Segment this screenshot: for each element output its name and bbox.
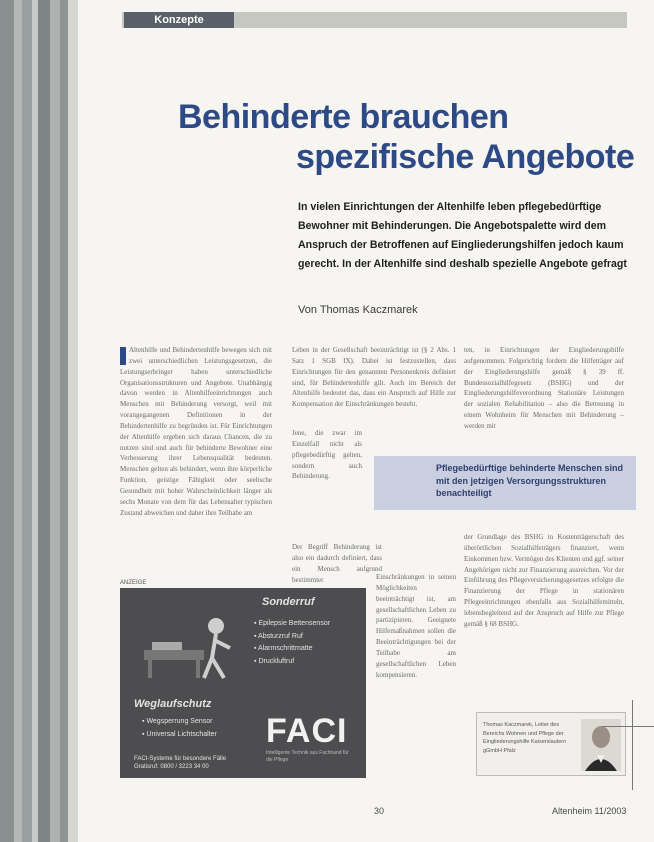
faci-logo: FACI xyxy=(266,712,348,750)
advertisement xyxy=(120,588,366,778)
ad-contact: FACI-Systeme für besondere Fälle Gratisruf: 0800 / 3223 34 00 xyxy=(134,756,227,770)
body-column-2d: Einschränkungen in seinen Möglichkeiten beeinträchtigt ist, am gesellschaftlichen Leben zu partizipieren. Geeignete Hilfemaßnahmen sollen die Beeinträchtigungen bei der Teilhabe am gesellschaftlichen Leben kompensieren. xyxy=(376,573,456,679)
ad-feature-list-2 xyxy=(142,716,217,741)
author-byline: Von Thomas Kaczmarek xyxy=(298,304,418,316)
ad-feature-item: ▪ Druckluftruf xyxy=(254,657,295,665)
ad-feature-list xyxy=(254,618,330,668)
crop-mark xyxy=(632,700,633,790)
section-label: Konzepte xyxy=(124,12,234,28)
ad-label: ANZEIGE xyxy=(120,580,147,586)
body-column-2b: Jene, die zwar im Einzelfall nicht als pflegebedürftig gelten, sondern auch Behinderung. xyxy=(292,429,362,481)
page-stack-edge xyxy=(0,0,80,842)
body-text-1: Altenhilfe und Behindertenhilfe bewegen sich mit zwei unterschiedlichen Leistungsgesetzen, die Leistungserbringer haben unterschiedliche Organisationsstrukturen und Angebote. Unabhängig davon werden in Altenhilfeeinrichtungen auch Menschen mit Behinderung versorgt, weil mit vorangegangenen Definitionen in der Behindertenhilfe zu begründen ist. Für Einrichtungen der Altenhilfe ergeben sich daraus Chancen, die zu nutzen sind und auch für behinderte Bewohner eine Verbesserung ihrer Lebensqualität bedeuten. Menschen gelten als behindert, wenn ihre körperliche Funktion, geistige Fähigkeit oder seelische Gesundheit mit hoher Wahrscheinlichkeit länger als sechs Monate von dem für das Lebensalter typischen Zustand abweichen und daher ihre Teilhabe am xyxy=(120,346,272,517)
issue-label: Altenheim 11/2003 xyxy=(552,806,627,816)
ad-feature-item: ▪ Alarmschrittmatte xyxy=(254,645,313,653)
body-column-2c: Der Begriff Behinderung ist also ein dadurch definiert, dass ein Mensch aufgrund bestimmter xyxy=(292,543,382,584)
ad-feature-item: ▪ Universal Lichtschalter xyxy=(142,730,217,738)
ad-feature-item: ▪ Wegsperrung Sensor xyxy=(142,718,213,725)
headline-line-1: Behinderte brauchen xyxy=(178,98,509,136)
ad-feature-item: ▪ Epilepsie Bettensensor xyxy=(254,620,331,627)
dropcap-bar xyxy=(120,347,126,365)
ad-illustration xyxy=(138,606,242,684)
lead-paragraph: In vielen Einrichtungen der Altenhilfe leben pflegebedürftige Bewohner mit Behinderungen. Die Angebotspalette wird dem Anspruch der Betroffenen auf Eingliederungshilfen jedoch kaum gerecht. In der Altenhilfe sind deshalb spezielle Angebote gefragt xyxy=(298,201,627,271)
page-number: 30 xyxy=(374,806,385,816)
ad-subtitle: Weglaufschutz xyxy=(134,698,212,710)
author-bio: Thomas Kaczmarek, Leiter des Bereichs Wohnen und Pflege der Eingliederungshilfe Kaiserslautern gGmbH Pfalz xyxy=(483,722,567,754)
magazine-page xyxy=(78,0,654,842)
body-column-1 xyxy=(120,345,272,519)
ad-feature-item: ▪ Absturzruf Ruf xyxy=(254,632,303,640)
body-column-2: Leben in der Gesellschaft beeinträchtigt ist (§ 2 Abs. 1 Satz 1 SGB IX). Dabei ist festzustellen, dass Einrichtungen für den genannten Personenkreis definiert sind, für Behindertenhilfe gilt. Auch im Bereich der Altenhilfe bedeutet das, dass ein Anspruch auf Hilfe zur Kompensation der Einschränkungen besteht. xyxy=(292,346,456,409)
crop-mark xyxy=(602,726,654,727)
headline-line-2: spezifische Angebote xyxy=(296,138,635,176)
body-column-3b: der Grundlage des BSHG in Kostenträgerschaft des überörtlichen Sozialhilfeträgers finanziert, wenn Einkommen bzw. Vermögen des Klienten und ggf. seiner Angehörigen nicht zur Finanzierung ausreichen. Vor der Einführung des Pflegeversicherungsgesetzes erfolgte die Finanzierung der Pflege in stationären Pflegeeinrichtungen ebenfalls aus Sozialhilfemitteln, lebensbegleitend auf der Anspruch auf Hilfe zur Pflege gemäß § 68 BSHG. xyxy=(464,533,624,628)
pull-quote: Pflegebedürftige behinderte Menschen sind mit den jetzigen Versorgungsstrukturen benachteiligt xyxy=(374,456,636,510)
ad-subline: Intelligente Technik aus Fachhand für die Pflege xyxy=(266,750,349,763)
body-column-3: ten, in Einrichtungen der Eingliederungshilfe aufgenommen. Folgerichtig fordern die Hilfeträger auf der Eingliederungshilfe gemäß § 39 ff. Bundessozialhilfegesetz (BSHG) und der Eingliederungshilfeverordnung Stationäre Leistungen der sozialen Rehabilitation – also die Betreuung in einem Wohnheim für Menschen mit Behinderung – werden mit xyxy=(464,346,624,430)
author-box xyxy=(476,712,626,776)
ad-title: Sonderruf xyxy=(262,596,315,608)
